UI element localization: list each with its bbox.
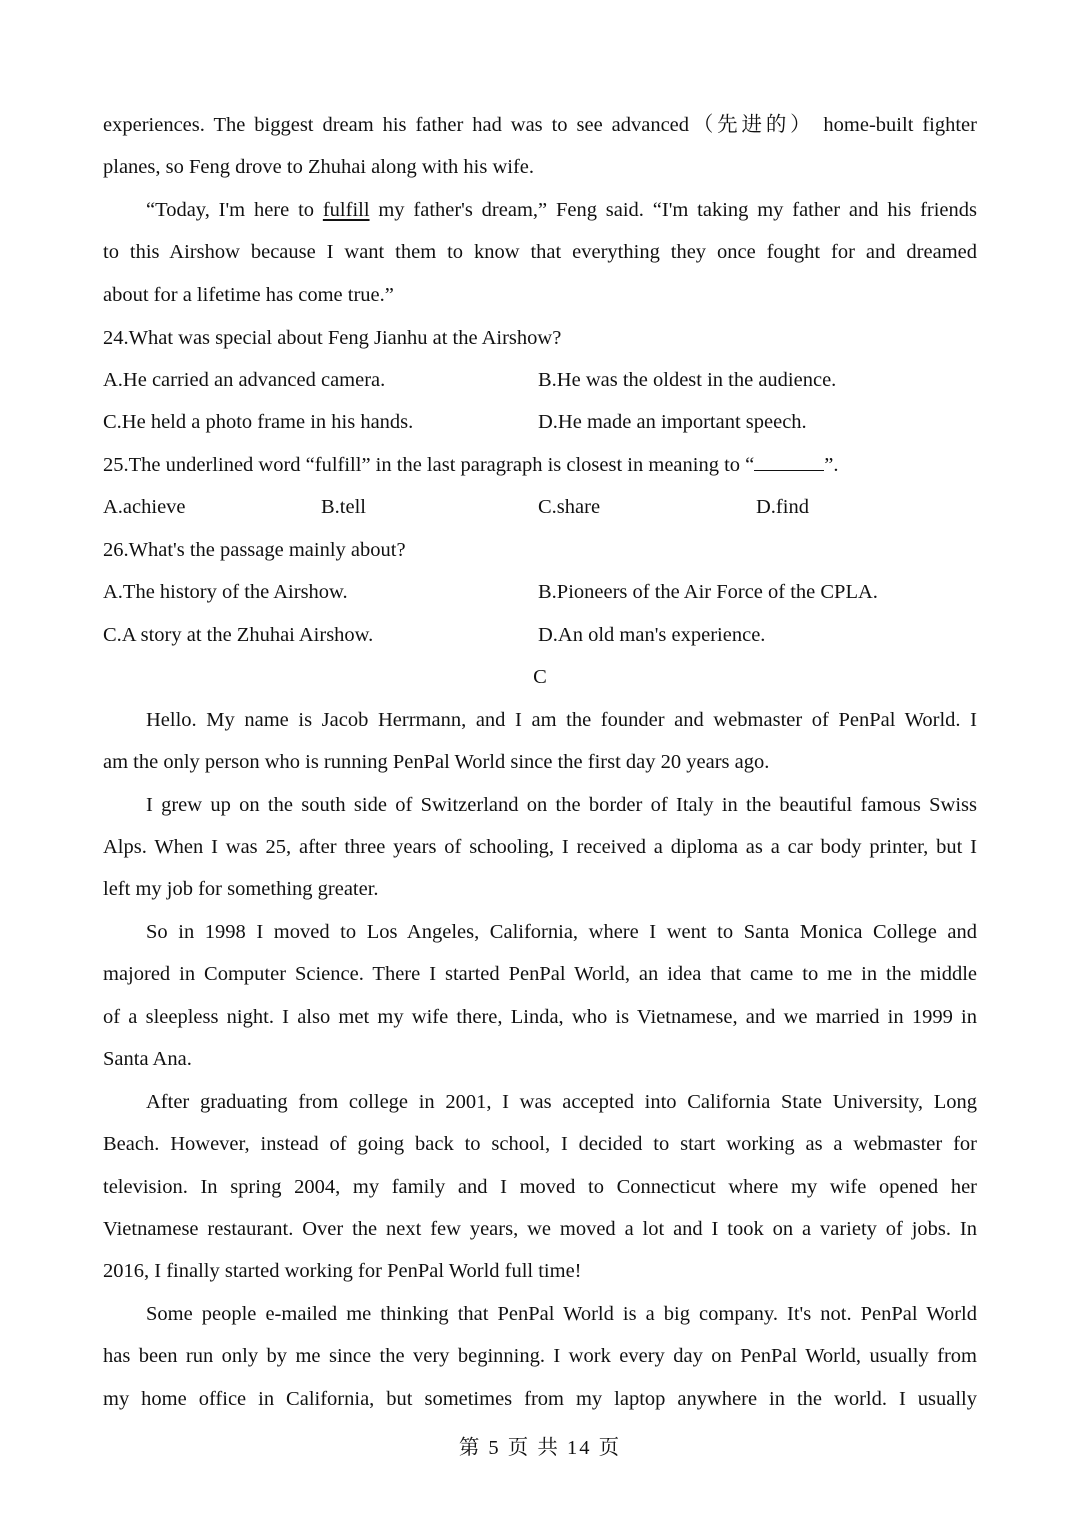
question-26-stem: 26.What's the passage mainly about? xyxy=(103,539,406,561)
section-c-line: television. In spring 2004, my family and I moved to Connecticut where my wife opened her xyxy=(103,1176,977,1198)
question-24-option-d: D.He made an important speech. xyxy=(538,411,807,433)
question-24-option-a: A.He carried an advanced camera. xyxy=(103,369,386,391)
passage-b-quote-line xyxy=(146,196,977,224)
text-run: ”. xyxy=(824,454,839,476)
section-c-line: majored in Computer Science. There I started PenPal World, an idea that came to me in the middle xyxy=(103,963,977,985)
passage-b-line: experiences. The biggest dream his father had was to see advanced（先进的） home-built fighter xyxy=(103,114,977,136)
question-26-option-c: C.A story at the Zhuhai Airshow. xyxy=(103,624,374,646)
passage-b-line: to this Airshow because I want them to know that everything they once fought for and dreamed xyxy=(103,241,977,263)
answer-blank xyxy=(754,452,824,471)
text-run: “Today, I'm here to xyxy=(146,199,323,221)
section-c-line: Hello. My name is Jacob Herrmann, and I am the founder and webmaster of PenPal World. I xyxy=(146,709,977,731)
question-25-option-b: B.tell xyxy=(321,496,366,518)
section-c-line: left my job for something greater. xyxy=(103,878,379,900)
section-c-line: Vietnamese restaurant. Over the next few years, we moved a lot and I took on a variety of jobs. In xyxy=(103,1218,977,1240)
text-run: my father's dream,” Feng said. “I'm taking my father and his friends xyxy=(369,199,977,221)
question-24-option-b: B.He was the oldest in the audience. xyxy=(538,369,837,391)
question-26-option-d: D.An old man's experience. xyxy=(538,624,766,646)
section-c-line: am the only person who is running PenPal World since the first day 20 years ago. xyxy=(103,751,770,773)
section-c-line: Santa Ana. xyxy=(103,1048,192,1070)
question-24-option-c: C.He held a photo frame in his hands. xyxy=(103,411,414,433)
passage-b-line: planes, so Feng drove to Zhuhai along with his wife. xyxy=(103,156,535,178)
question-25-option-c: C.share xyxy=(538,496,601,518)
page-number-footer: 第 5 页 共 14 页 xyxy=(458,1437,622,1459)
section-c-line: So in 1998 I moved to Los Angeles, California, where I went to Santa Monica College and xyxy=(146,921,977,943)
question-26-option-a: A.The history of the Airshow. xyxy=(103,581,348,603)
question-24-stem: 24.What was special about Feng Jianhu at the Airshow? xyxy=(103,327,562,349)
section-c-line: Some people e-mailed me thinking that PenPal World is a big company. It's not. PenPal World xyxy=(146,1303,977,1325)
question-26-option-b: B.Pioneers of the Air Force of the CPLA. xyxy=(538,581,878,603)
section-c-line: my home office in California, but sometimes from my laptop anywhere in the world. I usually xyxy=(103,1388,977,1410)
passage-b-line: about for a lifetime has come true.” xyxy=(103,284,394,306)
question-25-option-a: A.achieve xyxy=(103,496,186,518)
section-c-line: Alps. When I was 25, after three years of schooling, I received a diploma as a car body printer, but I xyxy=(103,836,977,858)
section-c-heading: C xyxy=(533,666,547,688)
question-25-stem xyxy=(103,451,977,479)
text-run: 25.The underlined word “fulfill” in the last paragraph is closest in meaning to “ xyxy=(103,454,755,476)
section-c-line: 2016, I finally started working for PenPal World full time! xyxy=(103,1260,582,1282)
question-25-option-d: D.find xyxy=(756,496,809,518)
section-c-line: of a sleepless night. I also met my wife there, Linda, who is Vietnamese, and we married in 1999 in xyxy=(103,1006,977,1028)
section-c-line: I grew up on the south side of Switzerland on the border of Italy in the beautiful famous Swiss xyxy=(146,794,977,816)
section-c-line: Beach. However, instead of going back to school, I decided to start working as a webmaster for xyxy=(103,1133,977,1155)
underlined-word-fulfill: fulfill xyxy=(322,199,370,221)
section-c-line: has been run only by me since the very beginning. I work every day on PenPal World, usually from xyxy=(103,1345,977,1367)
section-c-line: After graduating from college in 2001, I was accepted into California State University, Long xyxy=(146,1091,977,1113)
